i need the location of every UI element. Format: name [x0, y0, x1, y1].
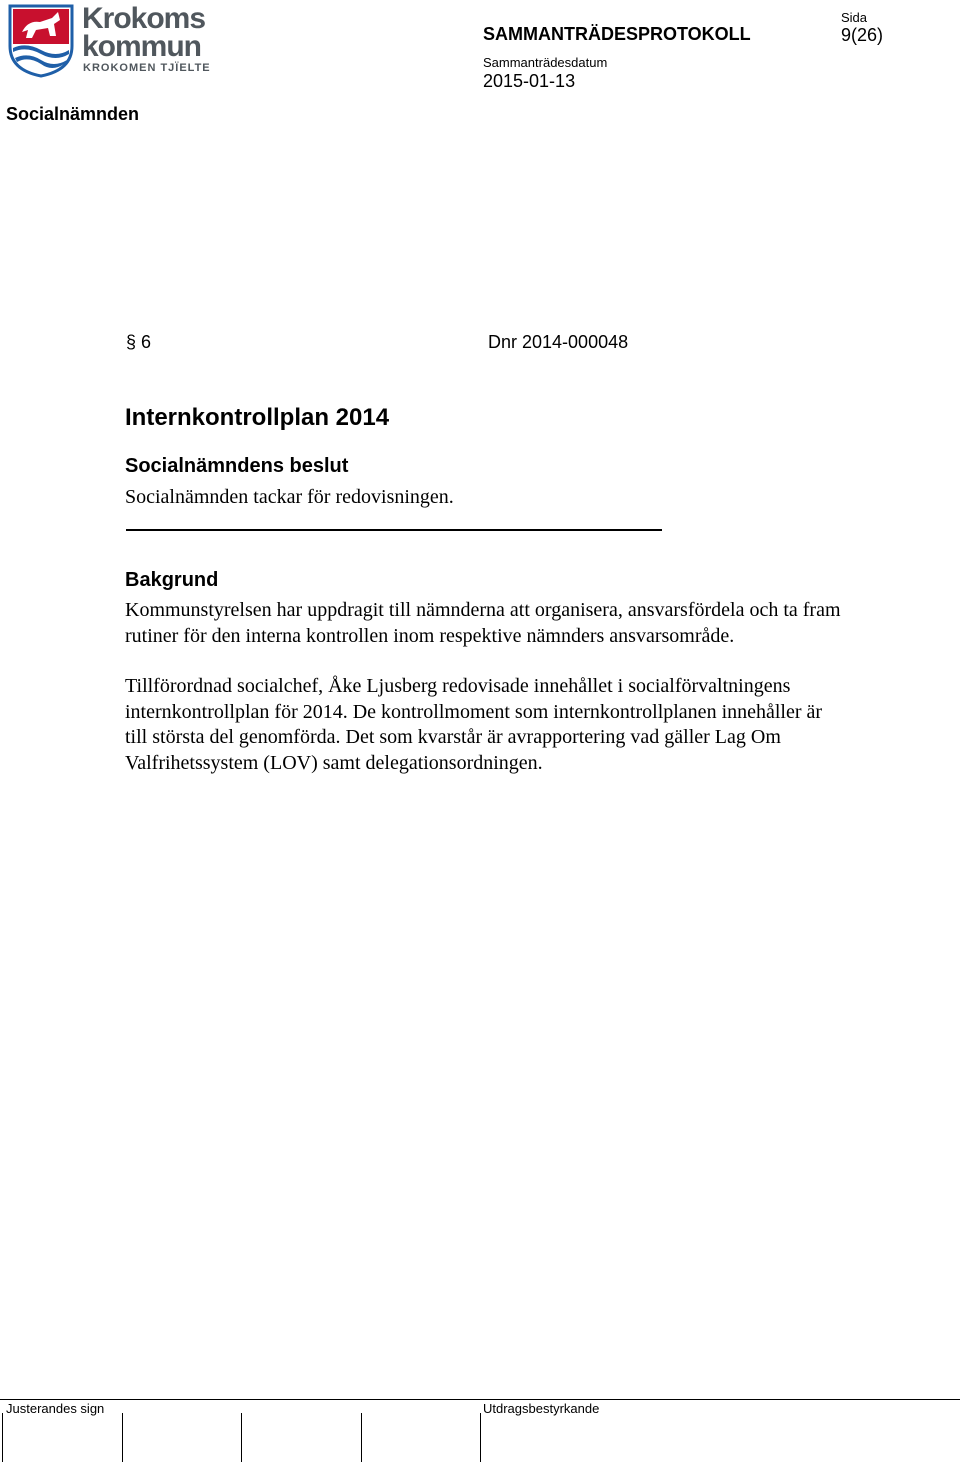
- document-type: SAMMANTRÄDESPROTOKOLL: [483, 24, 751, 44]
- logo-text-line3: KROKOMEN TJÏELTE: [83, 62, 211, 74]
- background-paragraph: Tillförordnad socialchef, Åke Ljusberg redovisade innehållet i socialförvaltningens internkontrollplan för 2014. De kontrollmoment som internkontrollplanen innehåller är till största del genomförda. Det som kvarstår är avrapportering vad gäller Lag Om Valfrihetssystem (LOV) samt delegationsordningen.: [125, 675, 823, 774]
- decision-heading: Socialnämndens beslut: [125, 455, 349, 477]
- signature-label: Justerandes sign: [6, 1401, 105, 1416]
- decision-text: Socialnämnden tackar för redovisningen.: [125, 486, 454, 508]
- item-title: Internkontrollplan 2014: [125, 404, 390, 431]
- page-label: Sida: [841, 10, 868, 25]
- background-paragraph: Kommunstyrelsen har uppdragit till nämnderna att organisera, ansvarsfördela och ta fram rutiner för den interna kontrollen inom respektive nämnders ansvarsområde.: [125, 599, 841, 647]
- signature-box-divider: [2, 1413, 3, 1462]
- paragraph-number: § 6: [126, 332, 152, 352]
- krokom-coat-of-arms-icon: [6, 2, 76, 78]
- extract-certification-label: Utdragsbestyrkande: [483, 1401, 600, 1416]
- signature-box-divider: [241, 1413, 242, 1462]
- committee-name: Socialnämnden: [6, 104, 140, 124]
- logo-text-line1: Krokoms: [82, 2, 206, 35]
- diary-number: Dnr 2014-000048: [488, 332, 629, 352]
- background-heading: Bakgrund: [125, 569, 219, 591]
- page-number: 9(26): [841, 25, 884, 45]
- signature-box-divider: [122, 1413, 123, 1462]
- meeting-date-label: Sammanträdesdatum: [483, 55, 608, 70]
- section-divider: [126, 529, 662, 531]
- signature-box-divider: [361, 1413, 362, 1462]
- signature-box-divider: [480, 1413, 481, 1462]
- meeting-date: 2015-01-13: [483, 71, 576, 91]
- footer-rule: [0, 1399, 960, 1400]
- background-body: [125, 598, 845, 776]
- logo-text-line2: kommun: [82, 30, 202, 63]
